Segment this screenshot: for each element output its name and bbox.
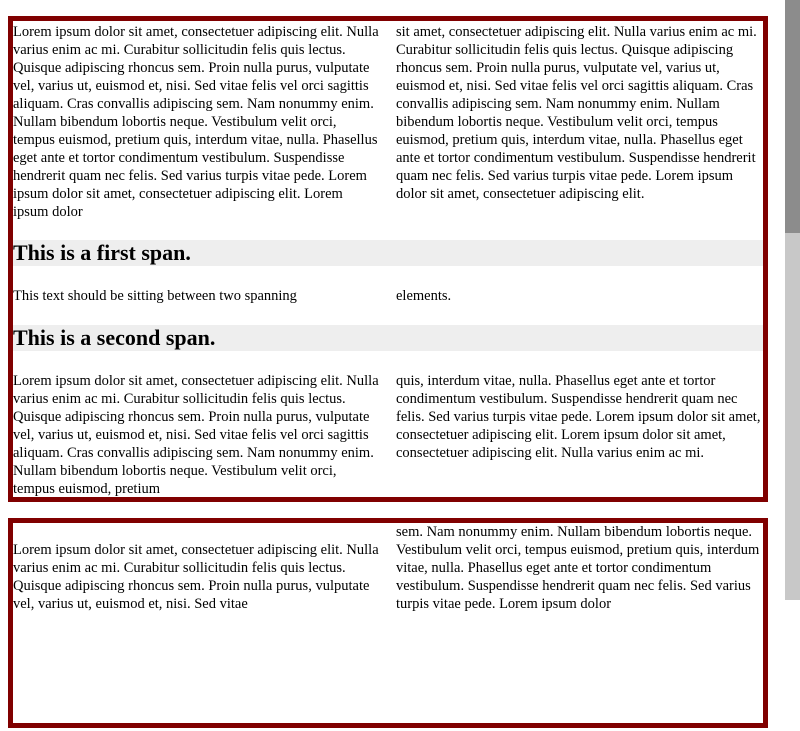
paragraph-text: sem. Nam nonummy enim. Nullam bibendum lobortis neque. Vestibulum velit orci, tempus euismod, pretium quis, interdum vitae, nulla. Phasellus eget ante et tortor condimentum vestibulum. Suspendisse hendrerit quam nec felis. Sed varius turpis vitae pede. Lorem ipsum dolor bbox=[396, 524, 760, 612]
column-right-section-3 bbox=[396, 372, 762, 498]
second-span-heading: This is a second span. bbox=[13, 325, 763, 351]
vertical-scrollbar[interactable] bbox=[785, 0, 800, 600]
column-left-section-3 bbox=[13, 372, 379, 498]
multicol-container-2 bbox=[8, 518, 768, 728]
column-left-section-2 bbox=[13, 287, 379, 307]
paragraph-text: quis, interdum vitae, nulla. Phasellus eget ante et tortor condimentum vestibulum. Suspendisse hendrerit quam nec felis. Sed varius turpis vitae pede. Lorem ipsum dolor sit amet, consectetuer adipiscing elit. Lorem ipsum dolor sit amet, consectetuer adipiscing elit. Nulla varius enim ac mi. bbox=[396, 373, 761, 461]
paragraph-text: elements. bbox=[396, 288, 452, 304]
paragraph-text: Lorem ipsum dolor sit amet, consectetuer adipiscing elit. Nulla varius enim ac mi. Curabitur sollicitudin felis quis lectus. Quisque adipiscing rhoncus sem. Proin nulla purus, vulputate vel, varius ut, euismod et, nisi. Sed vitae felis vel orci sagittis aliquam. Cras convallis adipiscing sem. Nam nonummy enim. Nullam bibendum lobortis neque. Vestibulum velit orci, tempus euismod, pretium bbox=[13, 373, 379, 497]
paragraph-text: sit amet, consectetuer adipiscing elit. Nulla varius enim ac mi. Curabitur sollicitudin felis quis lectus. Quisque adipiscing rhoncus sem. Proin nulla purus, vulputate vel, varius ut, euismod et, nisi. Sed vitae felis vel orci sagittis aliquam. Cras convallis adipiscing sem. Nam nonummy enim. Nullam bibendum lobortis neque. Vestibulum velit orci, tempus euismod, pretium quis, interdum vitae, nulla. Phasellus eget ante et tortor condimentum vestibulum. Suspendisse hendrerit quam nec felis. Sed varius turpis vitae pede. Lorem ipsum dolor sit amet, consectetuer adipiscing elit. bbox=[396, 24, 757, 202]
first-span-heading: This is a first span. bbox=[13, 240, 763, 266]
paragraph-text: Lorem ipsum dolor sit amet, consectetuer adipiscing elit. Nulla varius enim ac mi. Curabitur sollicitudin felis quis lectus. Quisque adipiscing rhoncus sem. Proin nulla purus, vulputate vel, varius ut, euismod et, nisi. Sed vitae felis vel orci sagittis aliquam. Cras convallis adipiscing sem. Nam nonummy enim. Nullam bibendum lobortis neque. Vestibulum velit orci, tempus euismod, pretium quis, interdum vitae, nulla. Phasellus eget ante et tortor condimentum vestibulum. Suspendisse hendrerit quam nec felis. Sed varius turpis vitae pede. Lorem ipsum dolor sit amet, consectetuer adipiscing elit. Lorem ipsum dolor bbox=[13, 24, 379, 220]
scrollbar-thumb[interactable] bbox=[785, 0, 800, 233]
multicol-container-1 bbox=[8, 16, 768, 502]
column-right-section-1 bbox=[396, 523, 762, 713]
paragraph-text: Lorem ipsum dolor sit amet, consectetuer adipiscing elit. Nulla varius enim ac mi. Curabitur sollicitudin felis quis lectus. Quisque adipiscing rhoncus sem. Proin nulla purus, vulputate vel, varius ut, euismod et, nisi. Sed vitae bbox=[13, 542, 379, 612]
column-left-section-1 bbox=[13, 541, 379, 731]
column-right-section-1 bbox=[396, 23, 762, 223]
column-left-section-1 bbox=[13, 23, 379, 223]
column-right-section-2 bbox=[396, 287, 762, 307]
paragraph-text: This text should be sitting between two spanning bbox=[13, 288, 297, 304]
